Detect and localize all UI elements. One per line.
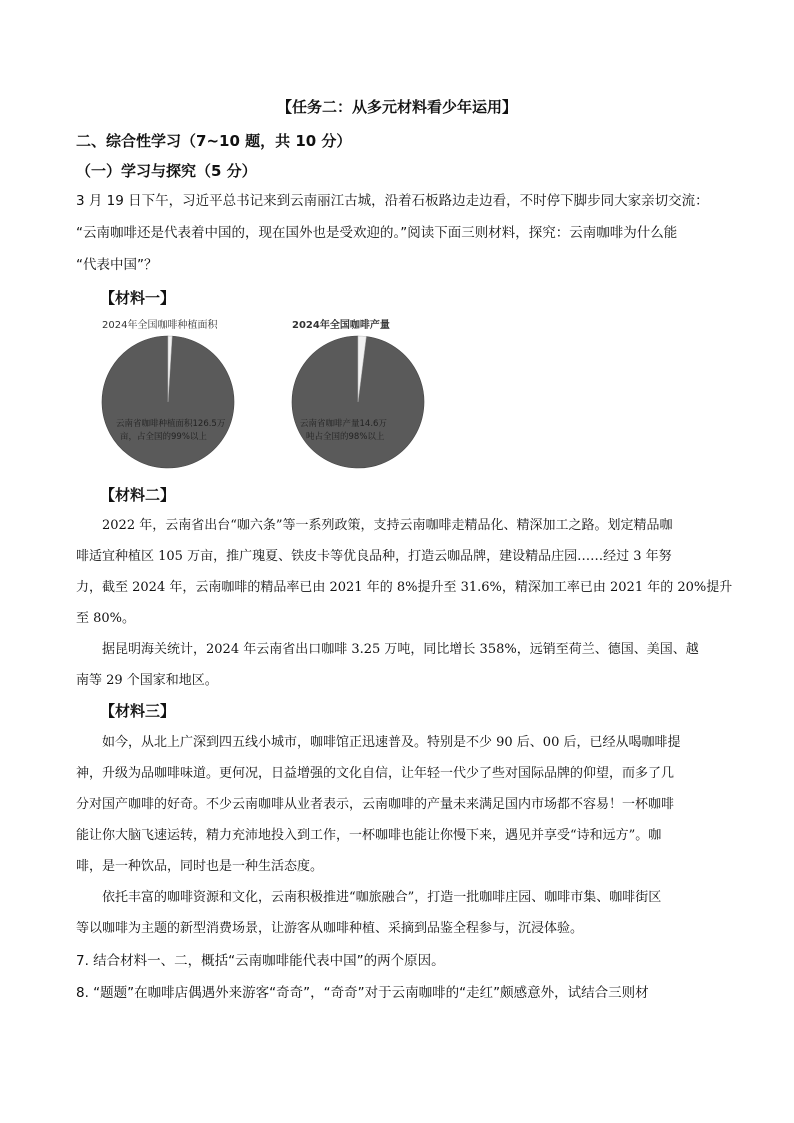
section-title: 二、综合性学习（7~10 题，共 10 分） <box>76 132 352 150</box>
material3-line-3: 分对国产咖啡的好奇。不少云南咖啡从业者表示，云南咖啡的产量未来满足国内市场都不容易！一杯咖啡 <box>76 797 675 812</box>
chart-title: 2024年全国咖啡产量 <box>292 320 390 331</box>
material3-line-6: 依托丰富的咖啡资源和文化，云南积极推进“咖旅融合”，打造一批咖啡庄园、咖啡市集、咖啡街区 <box>102 890 662 905</box>
material2-line-5: 据昆明海关统计，2024 年云南省出口咖啡 3.25 万吨，同比增长 358%，远销至荷兰、德国、美国、越 <box>102 642 699 657</box>
pie-svg <box>88 330 248 480</box>
material2-label: 【材料二】 <box>100 486 176 504</box>
material2-line-6: 南等 29 个国家和地区。 <box>76 673 218 688</box>
material3-line-7: 等以咖啡为主题的新型消费场景，让游客从咖啡种植、采摘到品鉴全程参与，沉浸体验。 <box>76 921 584 936</box>
task-title: 【任务二：从多元材料看少年运用】 <box>276 98 517 116</box>
intro-line-2: “云南咖啡还是代表着中国的，现在国外也是受欢迎的。”阅读下面三则材料，探究：云南咖啡为什么能 <box>76 225 678 241</box>
material2-line-3: 力，截至 2024 年，云南咖啡的精品率已由 2021 年的 8%提升至 31.6%，精深加工率已由 2021 年的 20%提升 <box>76 580 733 595</box>
question-8: 8. “题题”在咖啡店偶遇外来游客“奇奇”，“奇奇”对于云南咖啡的“走红”颇感意外，试结合三则材 <box>76 985 649 1001</box>
pie-chart-production <box>278 312 438 477</box>
material2-line-1: 2022 年，云南省出台“咖六条”等一系列政策，支持云南咖啡走精品化、精深加工之路。划定精品咖 <box>102 518 673 533</box>
slice-label-line-2: 吨占全国的98%以上 <box>306 432 385 442</box>
material3-line-2: 神，升级为品咖啡味道。更何况，日益增强的文化自信，让年轻一代少了些对国际品牌的仰望，而多了几 <box>76 766 675 781</box>
chart-title: 2024年全国咖啡种植面积 <box>102 320 218 331</box>
material3-line-5: 啡，是一种饮品，同时也是一种生活态度。 <box>76 859 324 874</box>
material3-label: 【材料三】 <box>100 702 176 720</box>
slice-label-line-1: 云南省咖啡种植面积126.5万 <box>116 419 226 429</box>
material3-line-4: 能让你大脑飞速运转，精力充沛地投入到工作，一杯咖啡也能让你慢下来，遇见并享受“诗和远方”。咖 <box>76 828 662 843</box>
intro-line-1: 3 月 19 日下午，习近平总书记来到云南丽江古城，沿着石板路边走边看，不时停下脚步同大家亲切交流： <box>76 193 709 209</box>
intro-line-3: “代表中国”？ <box>76 257 158 273</box>
question-7: 7. 结合材料一、二，概括“云南咖啡能代表中国”的两个原因。 <box>76 953 445 969</box>
subsection-title: （一）学习与探究（5 分） <box>76 162 257 180</box>
material2-line-4: 至 80%。 <box>76 611 136 626</box>
material2-line-2: 啡适宜种植区 105 万亩，推广瑰夏、铁皮卡等优良品种，打造云咖品牌，建设精品庄园……经过 3 年努 <box>76 549 672 564</box>
pie-svg <box>278 330 438 480</box>
material1-label: 【材料一】 <box>100 289 176 307</box>
slice-label-line-1: 云南省咖啡产量14.6万 <box>300 419 387 429</box>
material3-line-1: 如今，从北上广深到四五线小城市，咖啡馆正迅速普及。特别是不少 90 后、00 后，已经从喝咖啡提 <box>102 735 681 750</box>
pie-chart-planting-area <box>88 312 248 477</box>
slice-label-line-2: 亩，占全国的99%以上 <box>120 432 207 442</box>
